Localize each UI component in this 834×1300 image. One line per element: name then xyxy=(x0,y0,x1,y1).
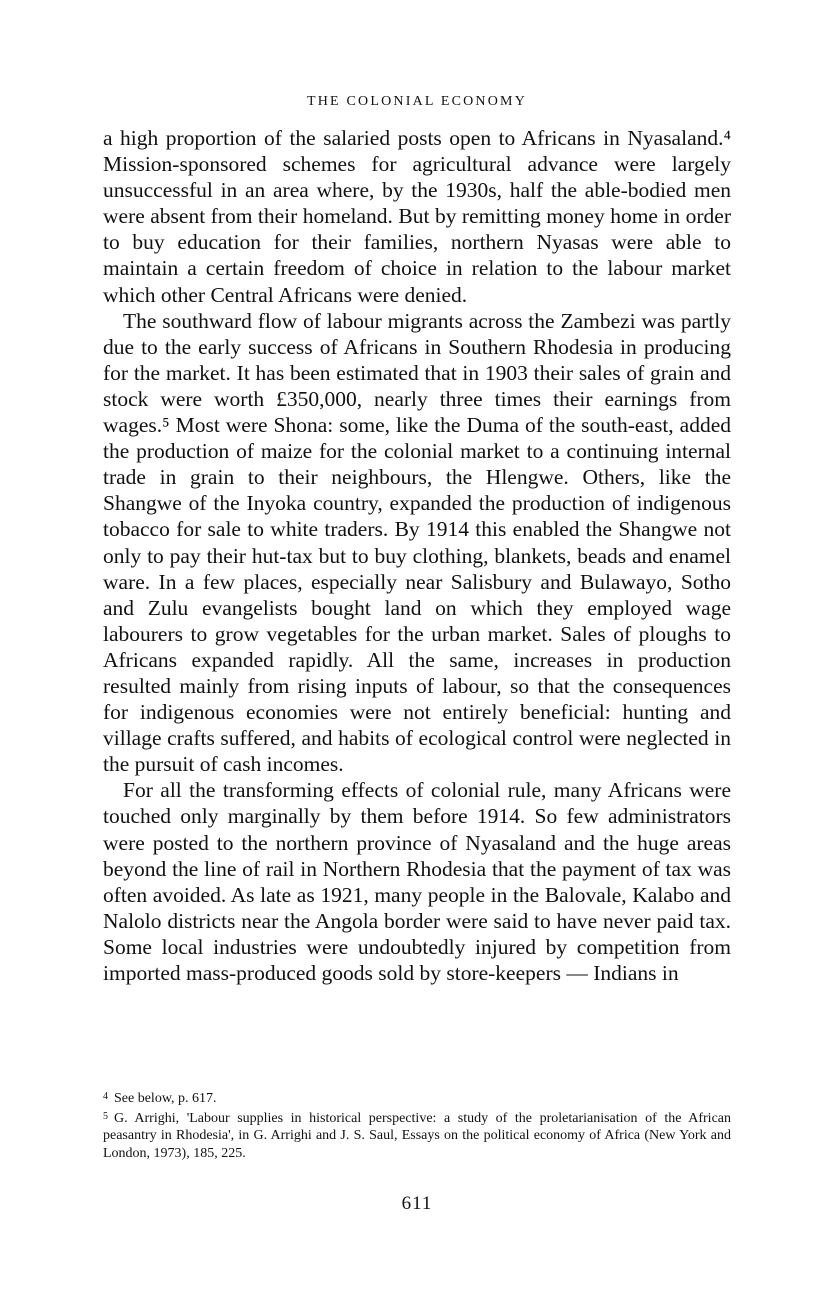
footnote-text: G. Arrighi, 'Labour supplies in historical perspective: a study of the proletarianisation of the African peasantry in Rhodesia', in G. Arrighi and J. S. Saul, Essays on the political economy of Africa (New York and London, 1973), 185, 225. xyxy=(103,1110,731,1161)
footnote xyxy=(103,1088,731,1108)
footnote-text: See below, p. 617. xyxy=(114,1091,217,1106)
footnotes xyxy=(103,1088,731,1162)
paragraph: The southward flow of labour migrants across the Zambezi was partly due to the early success of Africans in Southern Rhodesia in producing for the market. It has been estimated that in 1903 their sales of grain and stock were worth £350,000, nearly three times their earnings from wages.⁵ Most were Shona: some, like the Duma of the south-east, added the production of maize for the colonial market to a continuing internal trade in grain to their neighbours, the Hlengwe. Others, like the Shangwe of the Inyoka country, expanded the production of indigenous tobacco for sale to white traders. By 1914 this enabled the Shangwe not only to pay their hut-tax but to buy clothing, blankets, beads and enamel ware. In a few places, especially near Salisbury and Bulawayo, Sotho and Zulu evangelists bought land on which they employed wage labourers to grow vegetables for the urban market. Sales of ploughs to Africans expanded rapidly. All the same, increases in production resulted mainly from rising inputs of labour, so that the consequences for indigenous economies were not entirely beneficial: hunting and village crafts suffered, and habits of ecological control were neglected in the pursuit of cash incomes. xyxy=(103,308,731,777)
footnote xyxy=(103,1108,731,1163)
footnote-mark: 4 xyxy=(103,1091,108,1102)
body-text xyxy=(103,125,731,986)
running-title: THE COLONIAL ECONOMY xyxy=(306,94,528,109)
paragraph: For all the transforming effects of colonial rule, many Africans were touched only marginally by them before 1914. So few administrators were posted to the northern province of Nyasaland and the huge areas beyond the line of rail in Northern Rhodesia that the payment of tax was often avoided. As late as 1921, many people in the Balovale, Kalabo and Nalolo districts near the Angola border were said to have never paid tax. Some local industries were undoubtedly injured by competition from imported mass-produced goods sold by store-keepers — Indians in xyxy=(103,778,731,985)
page-number: 611 xyxy=(401,1193,433,1214)
footnote-mark: 5 xyxy=(103,1110,108,1122)
paragraph: a high proportion of the salaried posts open to Africans in Nyasaland.⁴ Mission-sponsored schemes for agricultural advance were largely unsuccessful in an area where, by the 1930s, half the able-bodied men were absent from their homeland. But by remitting money home in order to buy education for their families, northern Nyasas were able to maintain a certain freedom of choice in relation to the labour market which other Central Africans were denied. xyxy=(103,126,731,307)
